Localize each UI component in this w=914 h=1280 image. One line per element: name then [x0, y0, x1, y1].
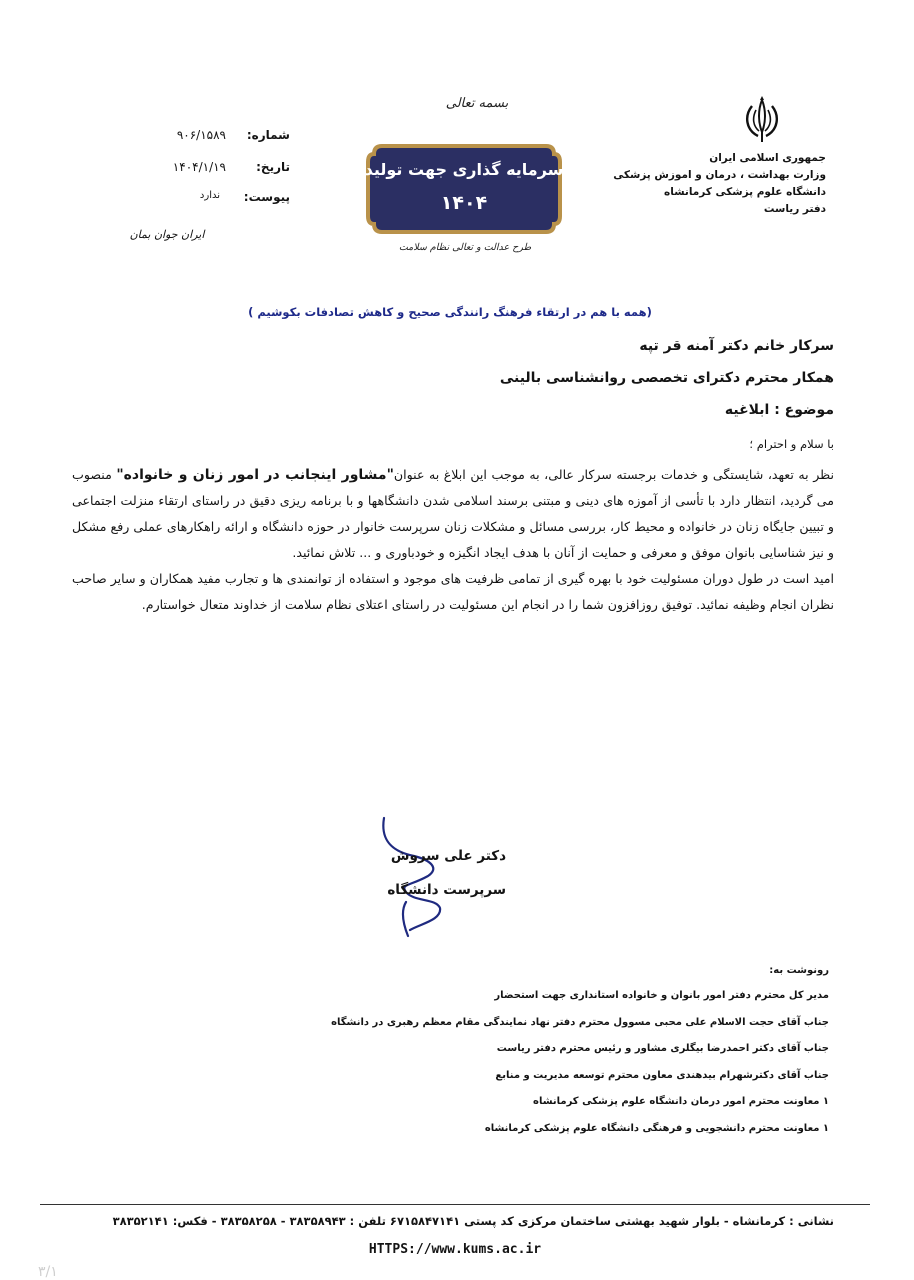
- cc-list: [329, 990, 829, 1149]
- ministry-line-2: وزارت بهداشت ، درمان و اموزش پزشکی: [613, 169, 826, 181]
- ministry-line-3: دانشگاه علوم پزشکی کرمانشاه: [664, 186, 826, 198]
- date-label: تاریخ:: [256, 160, 290, 174]
- letter-meta: [150, 128, 290, 218]
- footer-address: نشانی : کرمانشاه - بلوار شهید بهشتی ساختمان مرکزی کد پستی ۶۷۱۵۸۴۷۱۴۱ تلفن : ۳۸۳۵۸۹۴۳ - ۳۸۳۵۸۲۵۸ - فکس: ۳۸۳۵۲۱۴۱: [112, 1214, 834, 1228]
- campaign-line: (همه با هم در ارتقاء فرهنگ رانندگی صحیح و کاهش تصادفات بکوشیم ): [248, 305, 652, 319]
- basmala: بسمه تعالی: [445, 96, 509, 111]
- body-paragraph-2: امید است در طول دوران مسئولیت خود با بهره گیری از تمامی ظرفیت های موجود و استفاده از توانمندی ها و تجارب مفید همکاران و سایر صاحب نظران انجام وظیفه نمائید. توفیق روزافزون شما را در انجام این مسئولیت در راستای اعتلای نظام سلامت از خداوند متعال خواستارم.: [72, 571, 834, 612]
- cc-item: ۱ معاونت محترم دانشجویی و فرهنگی دانشگاه علوم پزشکی کرمانشاه: [484, 1122, 829, 1134]
- footer-website: HTTPS://www.kums.ac.ir: [368, 1242, 542, 1257]
- number-value: ۹۰۶/۱۵۸۹: [176, 128, 226, 142]
- body-p1-before: نظر به تعهد، شایستگی و خدمات برجسته سرکار عالی، به موجب این ابلاغ به عنوان: [393, 467, 834, 482]
- attachment-label: پیوست:: [243, 190, 290, 204]
- signatory-title: سرپرست دانشگاه: [387, 882, 506, 898]
- cc-item: جناب آقای دکتر احمدرضا بیگلری مشاور و رئیس محترم دفتر ریاست: [496, 1043, 829, 1054]
- attachment-value: ندارد: [199, 190, 220, 201]
- cc-item: جناب آقای دکترشهرام بیدهندی معاون محترم توسعه مدیریت و منابع: [495, 1069, 829, 1081]
- number-label: شماره:: [246, 128, 290, 142]
- greeting: با سلام و احترام ؛: [749, 437, 834, 451]
- footer-divider: [40, 1204, 870, 1205]
- addressee-role: همکار محترم دکترای تخصصی روانشناسی بالینی: [499, 370, 834, 386]
- body-p1-after: منصوب می گردید، انتظار دارد با تأسی از آموزه های دینی و مبتنی برسند اسلامی شدن دانشگاهها و با برنامه ریزی دقیق در راستای ارتقاء منزلت اجتماعی و تبیین جایگاه زنان در خانواده و محیط کار، بررسی مسائل و مشکلات زنان سرپرست خانوار در حوزه دانشگاه و ارائه راهکارهای عملی رفع مشکل و نیز شناسایی بانوان موفق و معرفی و حمایت از آنان با هدف ایجاد انگیزه و خودباوری و ... تلاش نمائید.: [72, 467, 834, 560]
- signatory-name: دکتر علی سروش: [390, 848, 506, 864]
- ministry-heading: [613, 150, 826, 218]
- number-row: [150, 128, 290, 148]
- attachment-row: [150, 190, 290, 210]
- year-slogan-badge: [364, 140, 564, 238]
- letter-body: [72, 462, 834, 618]
- cc-item: مدیر کل محترم دفتر امور بانوان و خانواده استانداری جهت استحضار: [494, 990, 829, 1001]
- addressee-name: سرکار خانم دکتر آمنه قر تپه: [639, 338, 834, 354]
- date-row: [150, 160, 290, 180]
- handwritten-slogan: ایران جوان بمان: [129, 228, 205, 241]
- ministry-line-4: دفتر ریاست: [763, 203, 826, 215]
- motto: طرح عدالت و تعالی نظام سلامت: [398, 242, 532, 253]
- badge-shape: [368, 146, 560, 232]
- cc-label: رونوشت به:: [769, 965, 829, 976]
- ministry-line-1: جمهوری اسلامی ایران: [709, 152, 826, 164]
- date-value: ۱۴۰۴/۱/۱۹: [172, 160, 226, 174]
- appointment-title: "مشاور اینجانب در امور زنان و خانواده": [116, 467, 394, 483]
- cc-item: ۱ معاونت محترم امور درمان دانشگاه علوم پزشکی کرمانشاه: [533, 1096, 829, 1107]
- badge-year-text: ۱۴۰۴: [440, 192, 488, 214]
- page-number: ۳/۱: [38, 1264, 58, 1280]
- cc-item: جناب آقای حجت الاسلام علی محبی مسوول محترم دفتر نهاد نمایندگی مقام معظم رهبری در دانشگاه: [331, 1016, 829, 1028]
- iran-emblem-icon: [740, 96, 784, 144]
- body-paragraph-1: [72, 462, 834, 566]
- badge-slogan-text: سرمایه گذاری جهت تولید: [364, 160, 564, 179]
- signature-scribble: [370, 812, 450, 942]
- subject-line: موضوع : ابلاغیه: [724, 402, 834, 418]
